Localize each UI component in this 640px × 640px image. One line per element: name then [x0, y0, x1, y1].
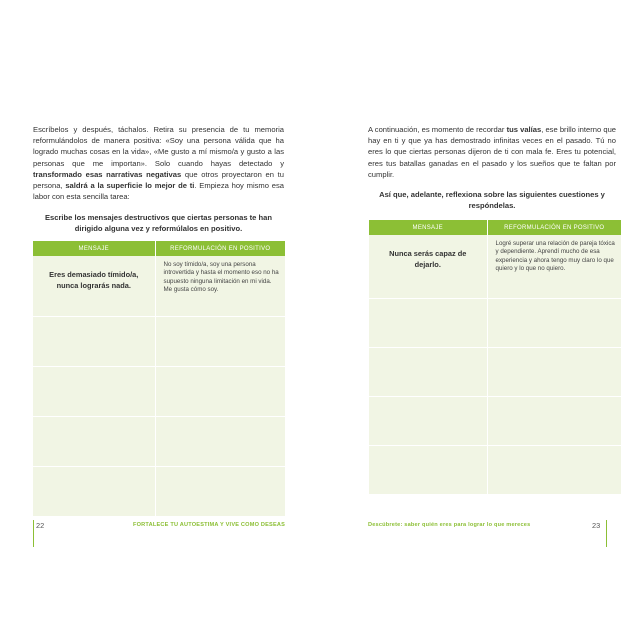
right-page-number: 23	[592, 521, 601, 530]
mensaje-cell	[33, 416, 155, 466]
right-footer-rule	[606, 520, 607, 547]
column-header-mensaje: MENSAJE	[33, 241, 155, 256]
emphasis-text: saldrá a la superficie lo mejor de ti	[65, 181, 195, 191]
right-paragraph	[368, 124, 616, 180]
emphasis-text: tus valías	[506, 125, 542, 134]
right-page	[320, 0, 640, 640]
reformulacion-text: No soy tímido/a, soy una persona introvertida y hasta el momento eso no ha supuesto ninguna limitación en mi vida. Me gusta cómo soy.	[163, 261, 279, 294]
table-row	[369, 347, 621, 396]
reformulacion-cell	[155, 416, 285, 466]
reformulacion-text	[156, 417, 286, 422]
reformulacion-cell	[155, 256, 285, 316]
mensaje-cell	[33, 366, 155, 416]
table-row	[369, 445, 621, 494]
reformulacion-text	[156, 317, 286, 322]
reformulacion-text	[488, 299, 622, 304]
column-header-mensaje: MENSAJE	[369, 220, 487, 235]
reformulacion-cell	[487, 347, 621, 396]
reformulacion-cell	[155, 466, 285, 516]
reformulacion-cell	[155, 316, 285, 366]
mensaje-cell	[33, 316, 155, 366]
mensaje-text: Nunca serás capaz de dejarlo.	[389, 249, 467, 269]
table-row	[369, 298, 621, 347]
mensaje-cell	[33, 466, 155, 516]
reformulacion-text	[488, 397, 622, 402]
reformulacion-cell	[487, 235, 621, 298]
mensaje-text	[33, 317, 155, 330]
emphasis-text: transformado esas narrativas negativas	[33, 169, 182, 179]
table-row	[33, 316, 285, 366]
reformulacion-cell	[487, 396, 621, 445]
mensaje-cell	[369, 298, 487, 347]
column-header-reformulacion: REFORMULACIÓN EN POSITIVO	[155, 241, 285, 256]
mensaje-text	[33, 467, 155, 480]
mensaje-cell	[369, 235, 487, 298]
left-footer-rule	[33, 520, 34, 547]
body-text: , ese brillo interno que hay en ti y que ya has demostrado infinitas veces en el pasado. Tú no eres lo que ciertas personas dijeron de ti con mala fe. Eres tu potencial, eres tus batallas ganadas en el pasado y los sueños que te faltan por cumplir.	[368, 125, 617, 179]
table-row	[369, 235, 621, 298]
body-text: . Empieza hoy mismo esa labor con esta sencilla tarea:	[33, 181, 284, 202]
mensaje-cell	[369, 445, 487, 494]
table-header-row	[369, 220, 621, 235]
right-instruction: Así que, adelante, reflexiona sobre las siguientes cuestiones y respóndelas.	[379, 190, 605, 211]
reformulacion-cell	[487, 445, 621, 494]
mensaje-text	[369, 348, 487, 361]
column-header-reformulacion: REFORMULACIÓN EN POSITIVO	[487, 220, 621, 235]
table-header-row	[33, 241, 285, 256]
reformulacion-text	[156, 367, 286, 372]
mensaje-text: Eres demasiado tímido/a, nunca lograrás nada.	[49, 270, 139, 290]
mensaje-text	[33, 367, 155, 380]
mensaje-cell	[369, 347, 487, 396]
mensaje-cell	[369, 396, 487, 445]
left-instruction: Escribe los mensajes destructivos que ciertas personas te han dirigido alguna vez y reformúlalos en positivo.	[44, 213, 273, 234]
table-row	[369, 396, 621, 445]
right-message-table	[369, 220, 621, 495]
left-message-table	[33, 241, 285, 517]
mensaje-cell	[33, 256, 155, 316]
mensaje-text	[369, 397, 487, 410]
left-paragraph	[33, 124, 284, 202]
table-row	[33, 416, 285, 466]
reformulacion-text	[156, 467, 286, 472]
reformulacion-cell	[155, 366, 285, 416]
left-page-number: 22	[36, 521, 45, 530]
mensaje-text	[369, 446, 487, 459]
reformulacion-text	[488, 446, 622, 451]
body-text: Escríbelos y después, táchalos. Retira su presencia de tu memoria reformulándolos de manera positiva: «Soy una persona válida que ha logrado muchas cosas en la vida», «Me gusto a mí mismo/a y gusto a las personas que me importan». Solo cuando hayas detectado y	[33, 125, 284, 168]
reformulacion-text: Logré superar una relación de pareja tóxica y dependiente. Aprendí mucho de esa experiencia y ahora tengo muy claro lo que quiero y lo que no quiero.	[495, 240, 615, 273]
table-row	[33, 256, 285, 316]
body-text: que otros proyectaron en tu persona,	[33, 169, 284, 191]
right-running-head: Descúbrete: saber quién eres para lograr lo que mereces	[368, 522, 531, 528]
reformulacion-cell	[487, 298, 621, 347]
reformulacion-text	[488, 348, 622, 353]
mensaje-text	[369, 299, 487, 312]
body-text: A continuación, es momento de recordar	[368, 125, 507, 134]
table-row	[33, 466, 285, 516]
left-running-head: FORTALECE TU AUTOESTIMA Y VIVE COMO DESEAS	[133, 522, 286, 528]
table-row	[33, 366, 285, 416]
mensaje-text	[33, 417, 155, 430]
